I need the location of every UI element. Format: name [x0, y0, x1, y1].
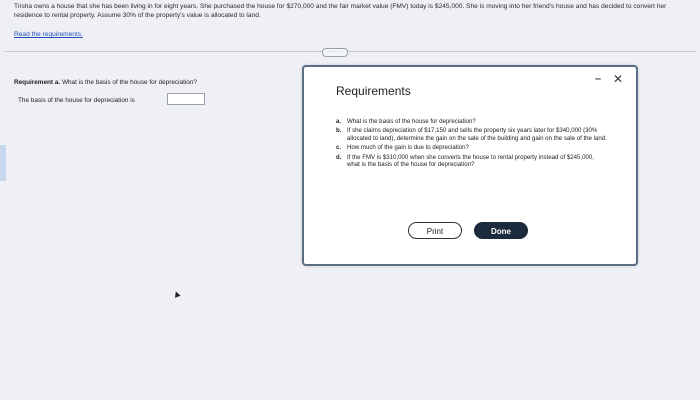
read-requirements-link[interactable]: Read the requirements. [14, 31, 83, 38]
item-text: If the FMV is $310,000 when she converts the house to rental property instead of $245,000, what is the basis of the house for depreciation? [347, 153, 594, 169]
item-letter: d. [336, 153, 342, 161]
problem-statement: Trisha owns a house that she has been living in for eight years. She purchased the house for $270,000 and the fair market value (FMV) today is $245,000. She is moving into her friend's house and has decided to convert her residence to rental property. Assume 30% of the property's value is allocated to land. [14, 3, 667, 19]
modal-title: Requirements [336, 84, 411, 98]
requirement-a-text: What is the basis of the house for depreciation? [61, 79, 197, 86]
basis-answer-label: The basis of the house for depreciation is [18, 97, 135, 104]
basis-answer-input[interactable] [167, 93, 205, 105]
list-item [336, 144, 608, 152]
item-letter: a. [336, 118, 342, 125]
print-button[interactable]: Print [408, 222, 462, 239]
left-side-tab [0, 145, 6, 181]
minimize-icon[interactable]: – [595, 73, 602, 85]
done-button[interactable]: Done [474, 222, 528, 239]
close-icon[interactable]: ✕ [613, 72, 624, 86]
item-letter: b. [336, 127, 342, 135]
item-letter: c. [336, 144, 342, 152]
item-text: How much of the gain is due to depreciation? [347, 144, 469, 152]
section-divider [4, 51, 696, 52]
requirements-modal [302, 65, 638, 266]
item-text: If she claims depreciation of $17,150 and sells the property six years later for $340,000 (30% allocated to land), determine the gain on the sale of the building and gain on the sale of the land. [347, 127, 607, 143]
requirements-list [336, 118, 608, 171]
divider-expand-handle[interactable]: · · · · · [322, 48, 348, 57]
requirement-a-prefix: Requirement a. [14, 79, 61, 86]
requirement-a-heading [14, 79, 197, 86]
list-item [336, 127, 608, 143]
list-item [336, 118, 608, 126]
arrow-cursor-icon: ▲ [170, 287, 184, 302]
list-item [336, 154, 608, 170]
item-text: What is the basis of the house for depreciation? [347, 118, 476, 125]
